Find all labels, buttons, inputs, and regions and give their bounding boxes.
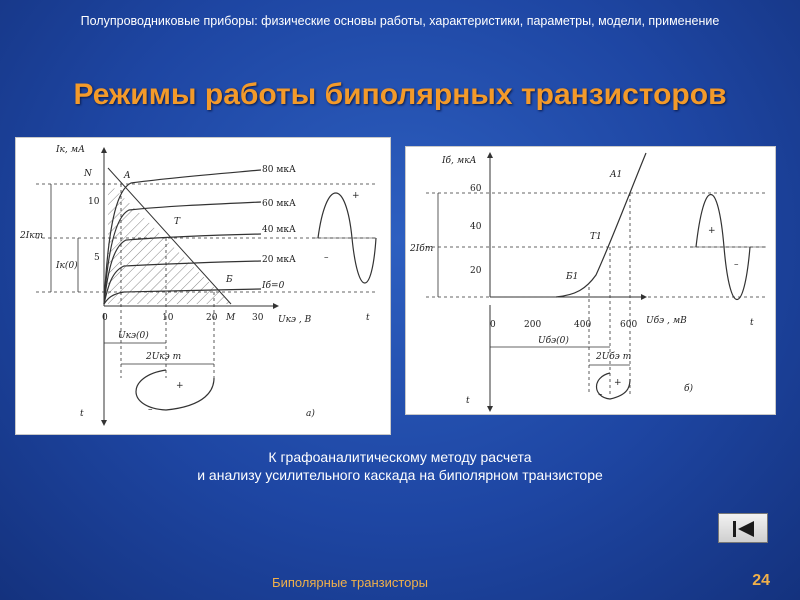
caption-line-2: и анализу усилительного каскада на биполярном транзисторе xyxy=(197,467,603,483)
caption-line-1: К графоаналитическому методу расчета xyxy=(268,449,532,465)
point-N-label: N xyxy=(84,169,92,179)
label-2ibm: 2Iбm xyxy=(410,244,434,254)
point-M-label: M xyxy=(226,313,236,323)
left-minus-right: – xyxy=(324,253,329,263)
left-t-label-right: t xyxy=(366,313,370,323)
right-x-tick-200: 200 xyxy=(524,320,542,330)
label-2ukem: 2Uкэ m xyxy=(146,352,182,362)
right-t-label-bottom: t xyxy=(466,396,470,406)
label-ik0: Iк(0) xyxy=(56,261,78,271)
header-subtitle: Полупроводниковые приборы: физические основы работы, характеристики, параметры, модели, применение xyxy=(80,14,720,28)
slide-title: Режимы работы биполярных транзисторов xyxy=(73,78,727,111)
right-y-tick-20: 20 xyxy=(470,266,482,276)
left-x-axis-label: Uкэ , В xyxy=(278,315,312,325)
left-x-tick-30: 30 xyxy=(252,313,264,323)
label-2ubem: 2Uбэ m xyxy=(596,352,632,362)
right-y-tick-60: 60 xyxy=(470,184,482,194)
right-x-tick-600: 600 xyxy=(620,320,638,330)
left-figure-panel xyxy=(15,137,391,435)
input-characteristic-diagram xyxy=(406,147,775,414)
point-T-label: T xyxy=(174,217,181,227)
left-t-label-bottom: t xyxy=(80,409,84,419)
point-B1-label: Б1 xyxy=(566,272,579,282)
label-2ikm: 2Iкm xyxy=(20,231,44,241)
point-B-label: Б xyxy=(226,275,233,285)
left-x-tick-20: 20 xyxy=(206,313,218,323)
page-number: 24 xyxy=(752,572,770,589)
left-y-tick-5: 5 xyxy=(94,253,100,263)
curve-label-ib0: Iб=0 xyxy=(262,281,285,291)
right-y-axis-label: Iб, мкА xyxy=(442,156,477,166)
left-plus-right: + xyxy=(352,191,360,201)
output-characteristics-diagram xyxy=(16,138,390,434)
right-y-tick-40: 40 xyxy=(470,222,482,232)
left-x-tick-0: 0 xyxy=(102,313,108,323)
curve-label-40: 40 мкА xyxy=(262,225,296,235)
right-x-tick-400: 400 xyxy=(574,320,592,330)
right-plus-right: + xyxy=(708,226,716,236)
left-figure-tag: а) xyxy=(306,409,315,419)
point-A1-label: A1 xyxy=(610,170,623,180)
left-x-tick-10: 10 xyxy=(162,313,174,323)
right-figure-tag: б) xyxy=(684,384,694,394)
figure-caption xyxy=(0,448,800,484)
curve-label-60: 60 мкА xyxy=(262,199,296,209)
skip-to-start-icon xyxy=(719,514,769,544)
right-minus-right: – xyxy=(734,260,739,270)
right-x-tick-0: 0 xyxy=(490,320,496,330)
point-A-label: A xyxy=(124,171,131,181)
right-figure-panel xyxy=(405,146,776,415)
right-t-label-right: t xyxy=(750,318,754,328)
curve-label-80: 80 мкА xyxy=(262,165,296,175)
left-plus-bottom: + xyxy=(176,381,184,391)
label-ube0: Uбэ(0) xyxy=(538,336,569,346)
curve-label-20: 20 мкА xyxy=(262,255,296,265)
right-minus-bottom: – xyxy=(598,390,603,400)
left-y-tick-10: 10 xyxy=(88,197,100,207)
label-uke0: Uкэ(0) xyxy=(118,331,149,341)
first-slide-button[interactable] xyxy=(718,513,768,543)
right-plus-bottom: + xyxy=(614,378,622,388)
right-x-axis-label: Uбэ , мВ xyxy=(646,316,687,326)
footer-text: Биполярные транзисторы xyxy=(272,575,428,590)
point-T1-label: T1 xyxy=(590,232,602,242)
left-y-axis-label: Iк, мА xyxy=(56,145,85,155)
left-minus-bottom: – xyxy=(148,405,153,415)
